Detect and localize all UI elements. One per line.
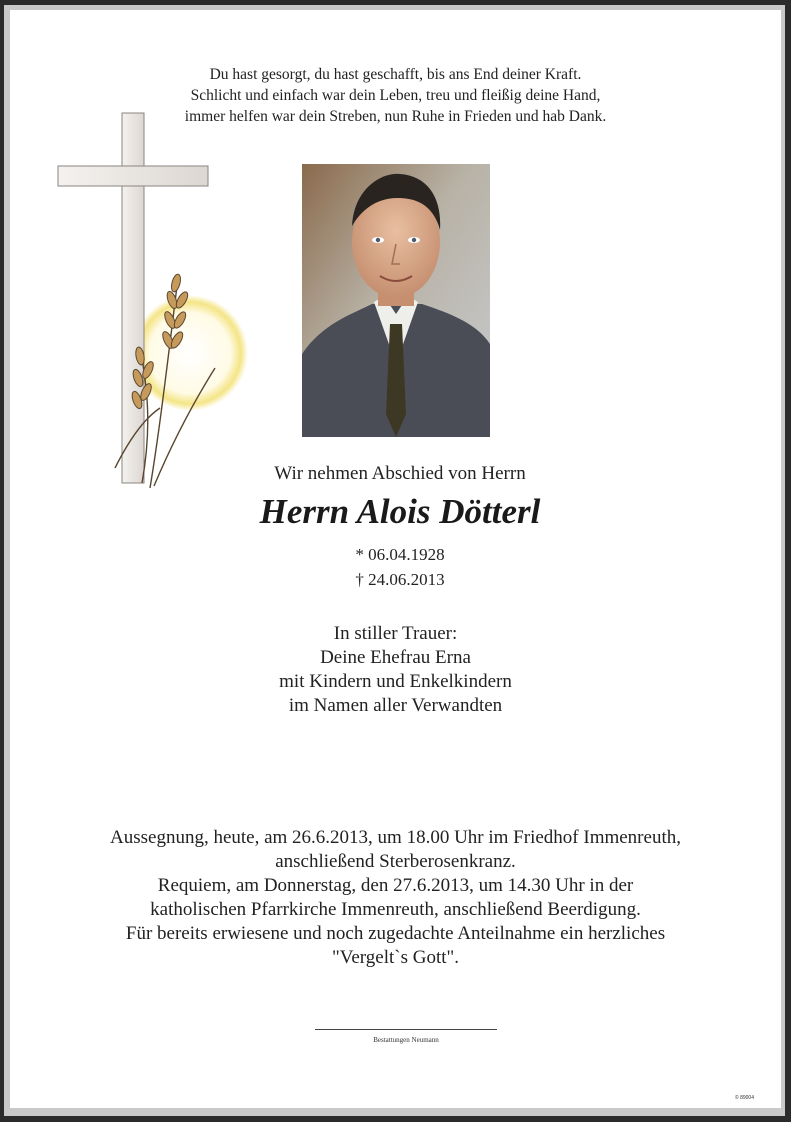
print-code: © 89004 [735, 1095, 754, 1101]
service-line: Für bereits erwiesene und noch zugedachte Anteilnahme ein herzliches [125, 923, 666, 944]
cross-horizontal-beam [58, 166, 208, 186]
mourners-line: mit Kindern und Enkelkindern [279, 671, 512, 692]
service-line: Requiem, am Donnerstag, den 27.6.2013, um 14.30 Uhr in der [157, 875, 634, 896]
mourners-line: In stiller Trauer: [333, 623, 458, 644]
life-dates [0, 542, 791, 592]
deceased-name: Herrn Alois Dötterl [259, 492, 541, 531]
verse-line: Du hast gesorgt, du hast geschafft, bis ans End deiner Kraft. [209, 66, 582, 83]
mourners [0, 622, 791, 718]
service-line: Aussegnung, heute, am 26.6.2013, um 18.00 Uhr im Friedhof Immenreuth, [110, 827, 681, 848]
verse-line: Schlicht und einfach war dein Leben, treu und fleißig deine Hand, [190, 87, 601, 104]
service-line: "Vergelt`s Gott". [331, 947, 460, 968]
death-date: † 24.06.2013 [355, 570, 445, 589]
birth-date: * 06.04.1928 [355, 545, 445, 564]
service-line: katholischen Pfarrkirche Immenreuth, anschließend Beerdigung. [150, 899, 641, 920]
mourners-line: im Namen aller Verwandten [288, 695, 503, 716]
verse-line: immer helfen war dein Streben, nun Ruhe in Frieden und hab Dank. [184, 108, 607, 125]
undertaker-name: Bestattungen Neumann [373, 1036, 439, 1044]
portrait-photo [302, 164, 490, 437]
mourners-line: Deine Ehefrau Erna [320, 647, 471, 668]
service-details [0, 826, 791, 970]
service-line: anschließend Sterberosenkranz. [275, 851, 516, 872]
farewell-line: Wir nehmen Abschied von Herrn [274, 463, 526, 484]
signature-line [315, 1029, 497, 1030]
cross-with-wheat-icon [50, 108, 250, 498]
